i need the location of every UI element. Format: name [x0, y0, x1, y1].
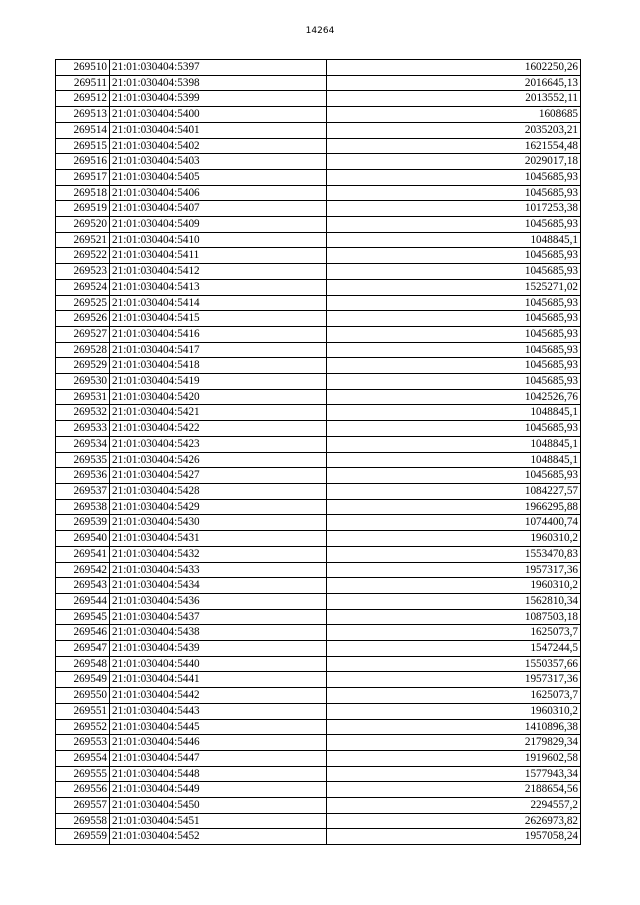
row-number-cell: 269512 [56, 91, 110, 107]
value-cell: 1048845,1 [327, 452, 581, 468]
table-row [56, 515, 581, 531]
table-row [56, 91, 581, 107]
row-number-cell: 269551 [56, 703, 110, 719]
table-row [56, 389, 581, 405]
cadastral-number-cell: 21:01:030404:5430 [110, 515, 327, 531]
table-row [56, 703, 581, 719]
value-cell: 1550357,66 [327, 656, 581, 672]
row-number-cell: 269524 [56, 279, 110, 295]
table-row [56, 782, 581, 798]
value-cell: 2035203,21 [327, 122, 581, 138]
cadastral-number-cell: 21:01:030404:5432 [110, 546, 327, 562]
registry-table-body [56, 60, 581, 845]
row-number-cell: 269511 [56, 75, 110, 91]
value-cell: 1045685,93 [327, 358, 581, 374]
row-number-cell: 269558 [56, 813, 110, 829]
table-row [56, 829, 581, 845]
cadastral-number-cell: 21:01:030404:5448 [110, 766, 327, 782]
row-number-cell: 269510 [56, 60, 110, 76]
value-cell: 1410896,38 [327, 719, 581, 735]
row-number-cell: 269533 [56, 421, 110, 437]
value-cell: 1960310,2 [327, 703, 581, 719]
row-number-cell: 269549 [56, 672, 110, 688]
table-row [56, 719, 581, 735]
table-row [56, 798, 581, 814]
cadastral-number-cell: 21:01:030404:5401 [110, 122, 327, 138]
cadastral-number-cell: 21:01:030404:5438 [110, 625, 327, 641]
cadastral-number-cell: 21:01:030404:5421 [110, 405, 327, 421]
table-row [56, 311, 581, 327]
table-row [56, 421, 581, 437]
value-cell: 1957058,24 [327, 829, 581, 845]
cadastral-number-cell: 21:01:030404:5420 [110, 389, 327, 405]
table-row [56, 326, 581, 342]
table-row [56, 688, 581, 704]
table-row [56, 483, 581, 499]
cadastral-number-cell: 21:01:030404:5431 [110, 531, 327, 547]
table-row [56, 405, 581, 421]
value-cell: 1577943,34 [327, 766, 581, 782]
table-row [56, 672, 581, 688]
table-row [56, 154, 581, 170]
table-row [56, 185, 581, 201]
cadastral-number-cell: 21:01:030404:5400 [110, 107, 327, 123]
table-row [56, 248, 581, 264]
row-number-cell: 269541 [56, 546, 110, 562]
row-number-cell: 269554 [56, 750, 110, 766]
value-cell: 2016645,13 [327, 75, 581, 91]
row-number-cell: 269513 [56, 107, 110, 123]
row-number-cell: 269529 [56, 358, 110, 374]
value-cell: 2029017,18 [327, 154, 581, 170]
cadastral-number-cell: 21:01:030404:5405 [110, 169, 327, 185]
table-row [56, 578, 581, 594]
row-number-cell: 269535 [56, 452, 110, 468]
cadastral-number-cell: 21:01:030404:5417 [110, 342, 327, 358]
row-number-cell: 269517 [56, 169, 110, 185]
row-number-cell: 269539 [56, 515, 110, 531]
value-cell: 1048845,1 [327, 232, 581, 248]
cadastral-number-cell: 21:01:030404:5445 [110, 719, 327, 735]
page-number: 14264 [305, 26, 335, 36]
cadastral-number-cell: 21:01:030404:5409 [110, 217, 327, 233]
cadastral-number-cell: 21:01:030404:5449 [110, 782, 327, 798]
row-number-cell: 269526 [56, 311, 110, 327]
value-cell: 1919602,58 [327, 750, 581, 766]
row-number-cell: 269515 [56, 138, 110, 154]
cadastral-number-cell: 21:01:030404:5412 [110, 264, 327, 280]
row-number-cell: 269557 [56, 798, 110, 814]
cadastral-number-cell: 21:01:030404:5406 [110, 185, 327, 201]
value-cell: 2179829,34 [327, 735, 581, 751]
table-row [56, 499, 581, 515]
row-number-cell: 269525 [56, 295, 110, 311]
row-number-cell: 269537 [56, 483, 110, 499]
row-number-cell: 269514 [56, 122, 110, 138]
value-cell: 1547244,5 [327, 641, 581, 657]
row-number-cell: 269518 [56, 185, 110, 201]
value-cell: 1960310,2 [327, 578, 581, 594]
table-row [56, 75, 581, 91]
value-cell: 1966295,88 [327, 499, 581, 515]
table-row [56, 232, 581, 248]
table-row [56, 264, 581, 280]
row-number-cell: 269546 [56, 625, 110, 641]
value-cell: 1625073,7 [327, 625, 581, 641]
value-cell: 1045685,93 [327, 264, 581, 280]
table-row [56, 641, 581, 657]
table-row [56, 342, 581, 358]
value-cell: 1084227,57 [327, 483, 581, 499]
row-number-cell: 269552 [56, 719, 110, 735]
value-cell: 1048845,1 [327, 405, 581, 421]
value-cell: 1525271,02 [327, 279, 581, 295]
value-cell: 1045685,93 [327, 248, 581, 264]
row-number-cell: 269540 [56, 531, 110, 547]
table-row [56, 201, 581, 217]
value-cell: 1553470,83 [327, 546, 581, 562]
cadastral-number-cell: 21:01:030404:5397 [110, 60, 327, 76]
value-cell: 2013552,11 [327, 91, 581, 107]
cadastral-number-cell: 21:01:030404:5452 [110, 829, 327, 845]
table-row [56, 374, 581, 390]
table-row [56, 593, 581, 609]
value-cell: 1017253,38 [327, 201, 581, 217]
value-cell: 1042526,76 [327, 389, 581, 405]
row-number-cell: 269532 [56, 405, 110, 421]
cadastral-number-cell: 21:01:030404:5410 [110, 232, 327, 248]
table-row [56, 546, 581, 562]
table-row [56, 735, 581, 751]
table-row [56, 468, 581, 484]
value-cell: 1045685,93 [327, 185, 581, 201]
cadastral-number-cell: 21:01:030404:5418 [110, 358, 327, 374]
row-number-cell: 269553 [56, 735, 110, 751]
table-row [56, 60, 581, 76]
row-number-cell: 269523 [56, 264, 110, 280]
value-cell: 1960310,2 [327, 531, 581, 547]
cadastral-number-cell: 21:01:030404:5411 [110, 248, 327, 264]
cadastral-number-cell: 21:01:030404:5403 [110, 154, 327, 170]
row-number-cell: 269545 [56, 609, 110, 625]
value-cell: 1045685,93 [327, 169, 581, 185]
table-row [56, 107, 581, 123]
table-row [56, 138, 581, 154]
cadastral-number-cell: 21:01:030404:5451 [110, 813, 327, 829]
value-cell: 1074400,74 [327, 515, 581, 531]
cadastral-number-cell: 21:01:030404:5429 [110, 499, 327, 515]
cadastral-number-cell: 21:01:030404:5407 [110, 201, 327, 217]
row-number-cell: 269542 [56, 562, 110, 578]
cadastral-number-cell: 21:01:030404:5442 [110, 688, 327, 704]
value-cell: 1045685,93 [327, 217, 581, 233]
cadastral-number-cell: 21:01:030404:5436 [110, 593, 327, 609]
cadastral-number-cell: 21:01:030404:5446 [110, 735, 327, 751]
table-row [56, 452, 581, 468]
row-number-cell: 269548 [56, 656, 110, 672]
table-row [56, 279, 581, 295]
cadastral-number-cell: 21:01:030404:5447 [110, 750, 327, 766]
cadastral-number-cell: 21:01:030404:5439 [110, 641, 327, 657]
row-number-cell: 269556 [56, 782, 110, 798]
row-number-cell: 269521 [56, 232, 110, 248]
cadastral-number-cell: 21:01:030404:5427 [110, 468, 327, 484]
value-cell: 1045685,93 [327, 326, 581, 342]
row-number-cell: 269531 [56, 389, 110, 405]
table-row [56, 750, 581, 766]
value-cell: 1957317,36 [327, 562, 581, 578]
table-row [56, 609, 581, 625]
row-number-cell: 269534 [56, 436, 110, 452]
value-cell: 1608685 [327, 107, 581, 123]
value-cell: 1957317,36 [327, 672, 581, 688]
value-cell: 1625073,7 [327, 688, 581, 704]
cadastral-number-cell: 21:01:030404:5426 [110, 452, 327, 468]
row-number-cell: 269528 [56, 342, 110, 358]
cadastral-number-cell: 21:01:030404:5434 [110, 578, 327, 594]
cadastral-number-cell: 21:01:030404:5422 [110, 421, 327, 437]
row-number-cell: 269543 [56, 578, 110, 594]
cadastral-number-cell: 21:01:030404:5433 [110, 562, 327, 578]
value-cell: 1045685,93 [327, 421, 581, 437]
cadastral-number-cell: 21:01:030404:5428 [110, 483, 327, 499]
table-row [56, 217, 581, 233]
value-cell: 1087503,18 [327, 609, 581, 625]
row-number-cell: 269519 [56, 201, 110, 217]
row-number-cell: 269555 [56, 766, 110, 782]
row-number-cell: 269550 [56, 688, 110, 704]
row-number-cell: 269559 [56, 829, 110, 845]
table-row [56, 813, 581, 829]
cadastral-number-cell: 21:01:030404:5402 [110, 138, 327, 154]
cadastral-number-cell: 21:01:030404:5423 [110, 436, 327, 452]
cadastral-number-cell: 21:01:030404:5413 [110, 279, 327, 295]
table-row [56, 122, 581, 138]
cadastral-number-cell: 21:01:030404:5419 [110, 374, 327, 390]
cadastral-number-cell: 21:01:030404:5399 [110, 91, 327, 107]
cadastral-number-cell: 21:01:030404:5416 [110, 326, 327, 342]
row-number-cell: 269544 [56, 593, 110, 609]
cadastral-number-cell: 21:01:030404:5437 [110, 609, 327, 625]
value-cell: 2294557,2 [327, 798, 581, 814]
cadastral-number-cell: 21:01:030404:5443 [110, 703, 327, 719]
value-cell: 2626973,82 [327, 813, 581, 829]
value-cell: 1045685,93 [327, 468, 581, 484]
value-cell: 1562810,34 [327, 593, 581, 609]
table-row [56, 358, 581, 374]
row-number-cell: 269516 [56, 154, 110, 170]
cadastral-number-cell: 21:01:030404:5415 [110, 311, 327, 327]
table-row [56, 625, 581, 641]
value-cell: 1045685,93 [327, 295, 581, 311]
table-row [56, 656, 581, 672]
table-row [56, 531, 581, 547]
row-number-cell: 269530 [56, 374, 110, 390]
cadastral-number-cell: 21:01:030404:5414 [110, 295, 327, 311]
value-cell: 1048845,1 [327, 436, 581, 452]
row-number-cell: 269522 [56, 248, 110, 264]
row-number-cell: 269520 [56, 217, 110, 233]
value-cell: 1621554,48 [327, 138, 581, 154]
cadastral-number-cell: 21:01:030404:5398 [110, 75, 327, 91]
cadastral-number-cell: 21:01:030404:5450 [110, 798, 327, 814]
value-cell: 1045685,93 [327, 311, 581, 327]
table-row [56, 169, 581, 185]
value-cell: 1602250,26 [327, 60, 581, 76]
table-row [56, 295, 581, 311]
row-number-cell: 269536 [56, 468, 110, 484]
registry-table [55, 59, 581, 845]
row-number-cell: 269538 [56, 499, 110, 515]
table-row [56, 766, 581, 782]
table-row [56, 436, 581, 452]
cadastral-number-cell: 21:01:030404:5440 [110, 656, 327, 672]
value-cell: 2188654,56 [327, 782, 581, 798]
value-cell: 1045685,93 [327, 342, 581, 358]
value-cell: 1045685,93 [327, 374, 581, 390]
cadastral-number-cell: 21:01:030404:5441 [110, 672, 327, 688]
table-row [56, 562, 581, 578]
row-number-cell: 269547 [56, 641, 110, 657]
row-number-cell: 269527 [56, 326, 110, 342]
